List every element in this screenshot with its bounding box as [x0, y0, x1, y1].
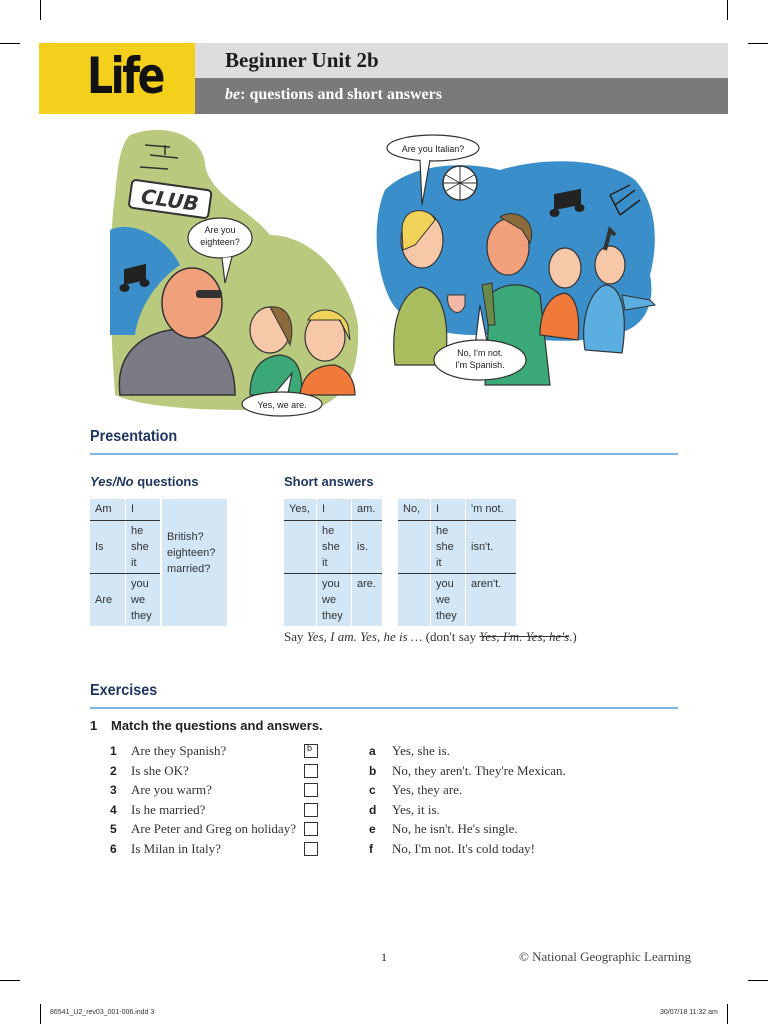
table-cell: isn't. — [466, 520, 517, 573]
cartoon-illustration — [110, 125, 660, 425]
table-cell: Are — [90, 573, 126, 626]
subject-item: he — [322, 524, 335, 537]
question-text: Are they Spanish? — [131, 743, 227, 758]
crop-mark — [40, 1004, 41, 1024]
question-number: 6 — [110, 842, 117, 856]
subject-item: they — [131, 609, 152, 622]
answer-box[interactable] — [304, 803, 318, 817]
crop-mark — [40, 0, 41, 20]
answer-box[interactable] — [304, 783, 318, 797]
subject-item: it — [436, 556, 442, 569]
bouncer-head — [162, 268, 222, 338]
subject-item: you — [131, 577, 149, 590]
crop-mark — [0, 43, 20, 44]
subtitle-em: be — [225, 86, 241, 103]
answer-letter: a — [369, 744, 376, 758]
answer-text: No, they aren't. They're Mexican. — [392, 763, 566, 778]
bubble4-line2: I'm Spanish. — [455, 360, 505, 370]
exercise-instruction: Match the questions and answers. — [111, 718, 323, 733]
answer-text: No, he isn't. He's single. — [392, 821, 518, 836]
table-cell — [284, 520, 317, 573]
table-cell — [431, 520, 466, 573]
subtitle-bar — [195, 78, 728, 114]
subject-item: she — [322, 540, 340, 553]
exercise-number: 1 — [90, 718, 98, 733]
subject-item: we — [131, 593, 146, 606]
dancer1-head — [549, 248, 581, 288]
table-cell — [398, 573, 431, 626]
table-cell: I — [126, 499, 162, 520]
table-cell — [284, 573, 317, 626]
subject-item: it — [131, 556, 137, 569]
subject-item: we — [322, 593, 337, 606]
subtitle-rest: : questions and short answers — [240, 86, 442, 103]
answer-letter: f — [369, 842, 373, 856]
note-post: .) — [569, 629, 577, 644]
exercises-heading: Exercises — [90, 682, 158, 699]
subject-item: he — [436, 524, 449, 537]
table-cell: Is — [90, 520, 126, 573]
answer-letter: c — [369, 783, 376, 797]
table-cell: I — [317, 499, 352, 520]
yes-no-heading-em: Yes/No — [90, 474, 134, 489]
subject-item: she — [131, 540, 149, 553]
page-title: Beginner Unit 2b — [225, 48, 379, 72]
crop-mark — [748, 980, 768, 981]
title-bar — [195, 43, 728, 78]
question-text: Is she OK? — [131, 763, 189, 778]
bubble1-line1: Are you — [204, 225, 236, 235]
question-text: Are Peter and Greg on holiday? — [131, 821, 296, 836]
answer-letter: e — [369, 822, 376, 836]
question-number: 4 — [110, 803, 117, 817]
subject-item: you — [436, 577, 454, 590]
subject-item: you — [322, 577, 340, 590]
short-answers-negative-table — [398, 499, 516, 626]
complement-item: married? — [167, 562, 211, 575]
table-cell: aren't. — [466, 573, 517, 626]
complement-item: British? — [167, 530, 204, 543]
complement-cell — [161, 499, 227, 626]
crop-mark — [0, 980, 20, 981]
bubble3-text: Are you Italian? — [401, 144, 465, 154]
note-mid: (don't say — [422, 629, 480, 644]
slug-file: 86541_U2_rev03_001-006.indd 3 — [50, 1009, 155, 1016]
answer-box-value: b — [307, 743, 313, 753]
question-text: Is he married? — [131, 802, 206, 817]
answer-text: Yes, she is. — [392, 743, 450, 758]
page-number: 1 — [381, 950, 387, 964]
unit-header — [39, 43, 728, 114]
table-cell — [398, 520, 431, 573]
club-sign-text: CLUB — [139, 184, 201, 216]
life-logo — [39, 43, 195, 114]
subject-item: they — [436, 609, 457, 622]
question-number: 1 — [110, 744, 117, 758]
crop-mark — [727, 1004, 728, 1024]
answer-box[interactable] — [304, 744, 318, 758]
bouncer-sunglasses — [196, 290, 222, 298]
table-cell — [317, 573, 352, 626]
copyright: © National Geographic Learning — [519, 949, 691, 964]
usage-note — [284, 629, 577, 645]
answer-letter: d — [369, 803, 377, 817]
crop-mark — [748, 43, 768, 44]
note-strike: Yes, I'm. Yes, he's — [479, 629, 570, 644]
subject-item: he — [131, 524, 144, 537]
question-number: 3 — [110, 783, 117, 797]
subject-item: it — [322, 556, 328, 569]
bubble1-line2: eighteen? — [200, 237, 240, 247]
table-cell: No, — [398, 499, 431, 520]
dancer2-head — [595, 246, 625, 284]
answer-letter: b — [369, 764, 377, 778]
question-number: 2 — [110, 764, 117, 778]
short-answers-positive-table — [284, 499, 382, 626]
short-answers-heading: Short answers — [284, 474, 374, 489]
section-rule — [90, 707, 678, 709]
slug-date: 30/07/18 11:32 am — [660, 1009, 718, 1016]
bubble4-line1: No, I'm not. — [457, 348, 503, 358]
question-text: Are you warm? — [131, 782, 212, 797]
answer-box[interactable] — [304, 764, 318, 778]
subject-item: we — [436, 593, 451, 606]
subject-item: she — [436, 540, 454, 553]
answer-text: Yes, it is. — [392, 802, 440, 817]
table-cell — [317, 520, 352, 573]
table-cell: Yes, — [284, 499, 317, 520]
section-rule — [90, 453, 678, 455]
yes-no-heading-rest: questions — [133, 474, 199, 489]
note-em: Yes, I am. Yes, he is … — [306, 629, 423, 644]
bubble2-text: Yes, we are. — [257, 400, 307, 410]
crop-mark — [727, 0, 728, 20]
table-cell — [431, 573, 466, 626]
table-cell — [126, 573, 162, 626]
question-number: 5 — [110, 822, 117, 836]
answer-text: Yes, they are. — [392, 782, 463, 797]
presentation-heading: Presentation — [90, 428, 178, 445]
table-cell: 'm not. — [466, 499, 517, 520]
logo-text: Life — [87, 47, 163, 105]
table-cell: are. — [352, 573, 383, 626]
yes-no-questions-table — [90, 499, 227, 626]
table-cell: I — [431, 499, 466, 520]
complement-item: eighteen? — [167, 546, 216, 559]
table-cell: Am — [90, 499, 126, 520]
question-text: Is Milan in Italy? — [131, 841, 221, 856]
answer-box[interactable] — [304, 822, 318, 836]
yes-no-questions-heading — [90, 474, 199, 489]
table-cell: is. — [352, 520, 383, 573]
subject-item: they — [322, 609, 343, 622]
answer-box[interactable] — [304, 842, 318, 856]
note-pre: Say — [284, 629, 307, 644]
answer-text: No, I'm not. It's cold today! — [392, 841, 535, 856]
table-cell: am. — [352, 499, 383, 520]
page-subtitle — [225, 86, 442, 104]
table-cell — [126, 520, 162, 573]
